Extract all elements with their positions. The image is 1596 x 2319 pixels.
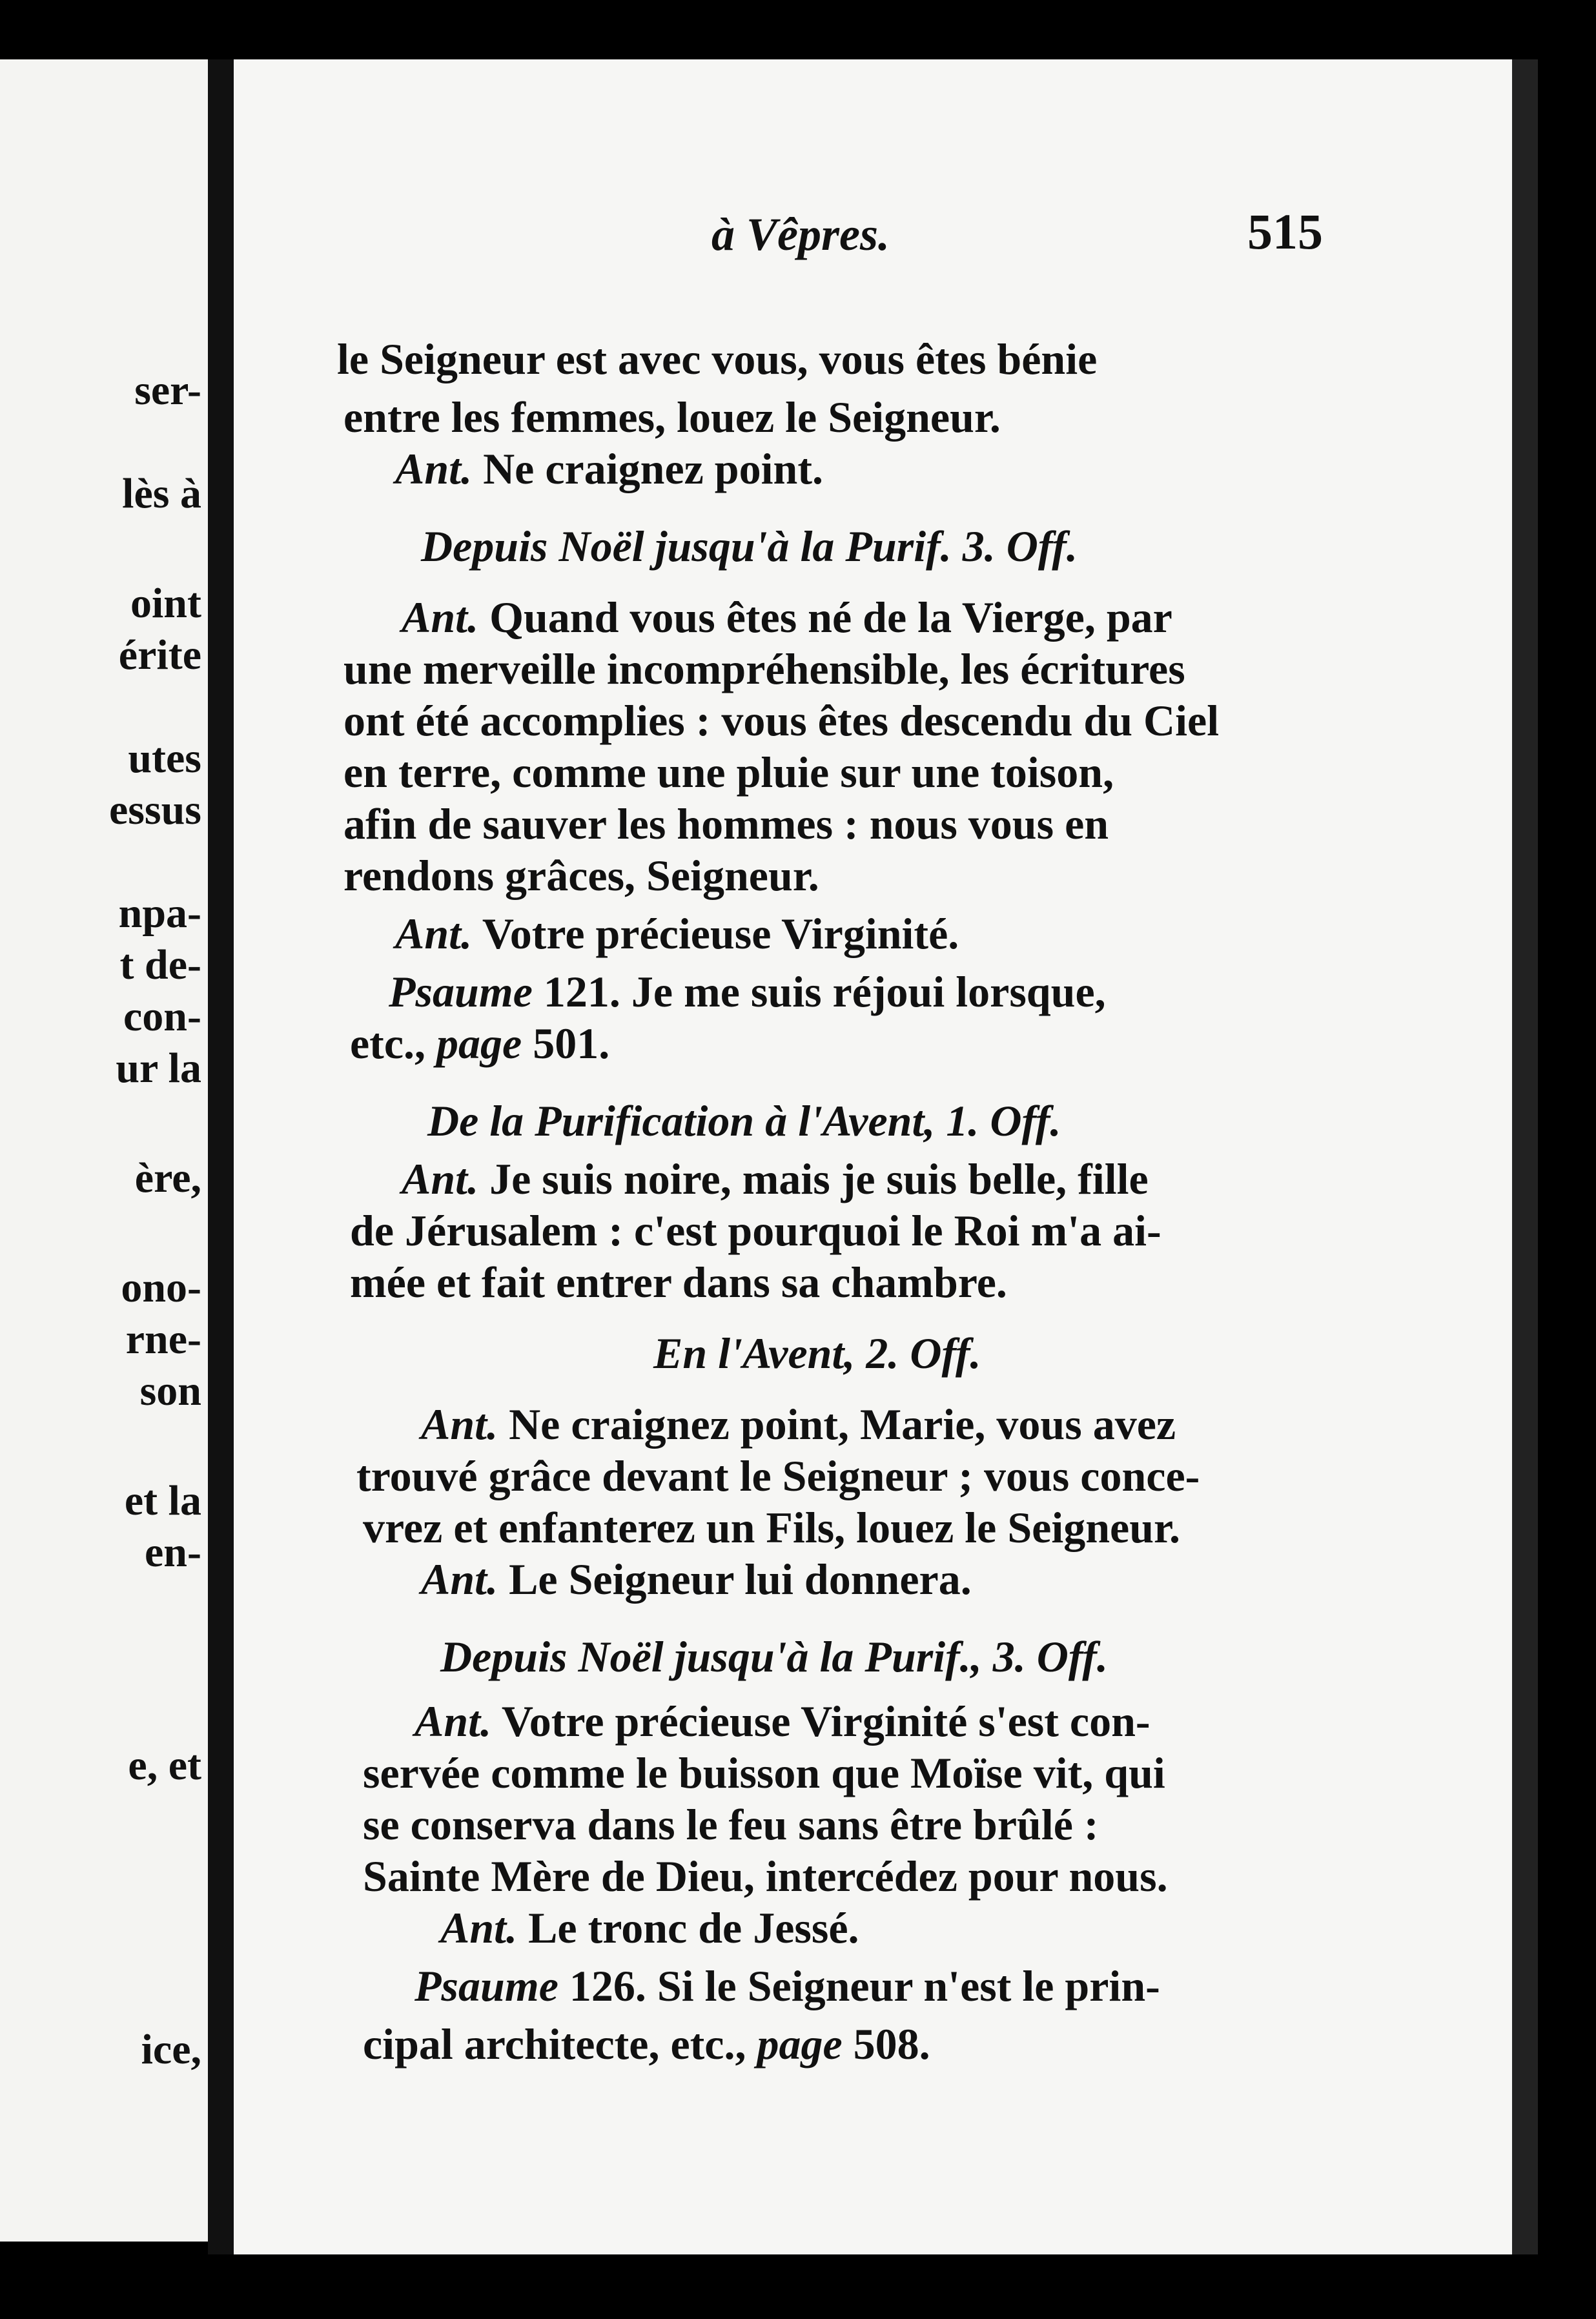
line-prefix: Ant.	[421, 1400, 498, 1449]
text-line	[343, 799, 1109, 848]
line-text: Quand vous êtes né de la Vierge, par	[478, 593, 1172, 642]
line-prefix: Ant.	[395, 444, 473, 493]
line-text: en terre, comme une pluie sur une toison,	[343, 748, 1114, 797]
line-prefix: Ant.	[440, 1903, 518, 1952]
line-prefix: Psaume	[389, 967, 533, 1016]
text-line	[350, 1019, 610, 1068]
text-line	[389, 967, 1106, 1016]
line-prefix: Psaume	[414, 1961, 558, 2010]
line-prefix: Ant.	[402, 593, 479, 642]
line-text: Ne craignez point.	[472, 444, 823, 493]
left-fragment: utes	[128, 735, 201, 782]
text-line	[363, 1852, 1168, 1901]
text-line	[356, 1451, 1200, 1500]
text-line	[363, 1800, 1099, 1849]
text-line	[350, 1258, 1007, 1307]
line-text: cipal architecte, etc.,	[363, 2019, 757, 2069]
page-number: 515	[1247, 203, 1323, 260]
line-text: Votre précieuse Virginité s'est con-	[491, 1697, 1151, 1746]
text-line	[414, 1697, 1151, 1746]
line-text: rendons grâces, Seigneur.	[343, 851, 819, 900]
line-text-end: 501.	[522, 1019, 610, 1068]
text-line	[343, 696, 1220, 745]
text-line	[395, 909, 959, 958]
left-fragment: lès à	[122, 470, 201, 517]
line-text: 121. Je me suis réjoui lorsque,	[532, 967, 1106, 1016]
line-text: le Seigneur est avec vous, vous êtes bénie	[337, 334, 1098, 383]
right-page	[234, 59, 1512, 2254]
page-edge	[1512, 59, 1538, 2254]
text-line	[343, 851, 819, 900]
line-text: Le tronc de Jessé.	[517, 1903, 859, 1952]
section-heading	[440, 1632, 1108, 1681]
text-line	[343, 748, 1114, 797]
left-fragment: con-	[123, 993, 201, 1040]
line-text: trouvé grâce devant le Seigneur ; vous conce-	[356, 1451, 1200, 1500]
left-fragment: ur la	[116, 1045, 201, 1092]
line-text: 126. Si le Seigneur n'est le prin-	[558, 1961, 1160, 2010]
text-line	[414, 1961, 1160, 2010]
line-text-end: 508.	[842, 2019, 930, 2069]
text-line	[343, 393, 1001, 442]
text-line	[350, 1206, 1161, 1255]
left-fragment: et la	[124, 1477, 201, 1524]
line-text: Sainte Mère de Dieu, intercédez pour nous.	[363, 1852, 1168, 1901]
section-heading	[421, 522, 1078, 571]
section-heading	[653, 1329, 981, 1378]
left-fragment: ice,	[141, 2026, 201, 2073]
text-line	[363, 2019, 930, 2069]
left-fragment: ono-	[121, 1264, 201, 1311]
line-prefix: Ant.	[421, 1555, 498, 1604]
line-text: Le Seigneur lui donnera.	[498, 1555, 972, 1604]
line-text: de Jérusalem : c'est pourquoi le Roi m'a ai-	[350, 1206, 1161, 1255]
left-fragment: en-	[145, 1529, 201, 1576]
left-page	[0, 59, 208, 2242]
left-fragment: ère,	[134, 1154, 201, 1201]
text-line	[402, 593, 1172, 642]
line-text: Ne craignez point, Marie, vous avez	[498, 1400, 1176, 1449]
heading-text: Depuis Noël jusqu'à la Purif. 3. Off.	[421, 522, 1078, 571]
line-text: vrez et enfanterez un Fils, louez le Seigneur.	[363, 1503, 1180, 1552]
line-text: entre les femmes, louez le Seigneur.	[343, 393, 1001, 442]
left-fragment: oint	[130, 580, 201, 627]
text-line	[343, 644, 1185, 693]
left-fragment: npa-	[118, 890, 201, 937]
line-text: mée et fait entrer dans sa chambre.	[350, 1258, 1007, 1307]
book-spine	[208, 59, 234, 2254]
text-line	[363, 1748, 1165, 1797]
left-fragment: e, et	[128, 1742, 201, 1789]
heading-text: De la Purification à l'Avent, 1. Off.	[427, 1096, 1061, 1145]
line-text: etc.,	[350, 1019, 437, 1068]
line-text: afin de sauver les hommes : nous vous en	[343, 799, 1109, 848]
line-italic: page	[436, 1019, 522, 1068]
line-text: servée comme le buisson que Moïse vit, qui	[363, 1748, 1165, 1797]
text-line	[421, 1555, 972, 1604]
section-heading	[427, 1096, 1061, 1145]
line-text: Je suis noire, mais je suis belle, fille	[478, 1154, 1149, 1203]
heading-text: En l'Avent, 2. Off.	[653, 1329, 981, 1378]
line-italic: page	[757, 2019, 843, 2069]
left-fragment: son	[139, 1367, 201, 1415]
line-text: ont été accomplies : vous êtes descendu du Ciel	[343, 696, 1220, 745]
text-line	[402, 1154, 1149, 1203]
line-prefix: Ant.	[395, 909, 473, 958]
left-fragment: t de-	[119, 941, 201, 988]
text-line	[337, 334, 1098, 383]
left-fragment: ser-	[134, 367, 201, 414]
heading-text: Depuis Noël jusqu'à la Purif., 3. Off.	[440, 1632, 1108, 1681]
text-line	[363, 1503, 1180, 1552]
line-text: une merveille incompréhensible, les écritures	[343, 644, 1185, 693]
left-fragment: érite	[118, 631, 201, 679]
text-line	[440, 1903, 859, 1952]
text-line	[421, 1400, 1176, 1449]
left-fragment: rne-	[125, 1316, 201, 1363]
text-line	[395, 444, 823, 493]
running-title: à Vêpres.	[711, 209, 890, 260]
line-prefix: Ant.	[414, 1697, 492, 1746]
line-text: Votre précieuse Virginité.	[472, 909, 959, 958]
line-prefix: Ant.	[402, 1154, 479, 1203]
line-text: se conserva dans le feu sans être brûlé :	[363, 1800, 1099, 1849]
left-fragment: essus	[108, 786, 201, 833]
